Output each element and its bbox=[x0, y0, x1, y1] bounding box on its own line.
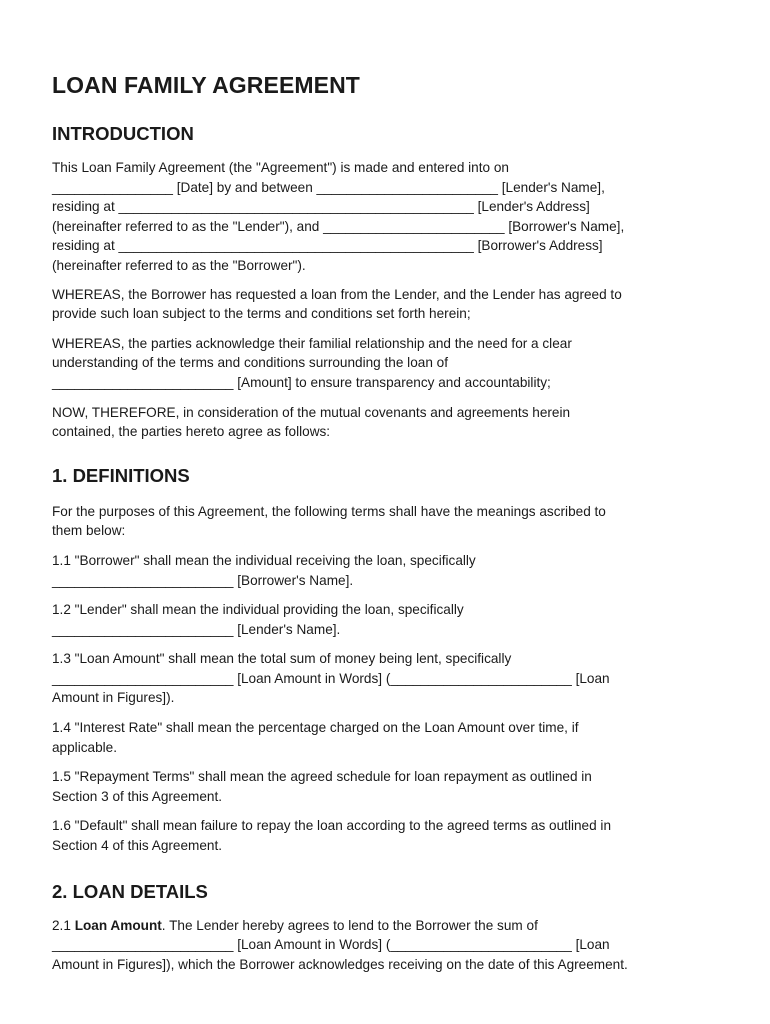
clause-bold-label: Loan Amount bbox=[74, 917, 162, 933]
whereas-paragraph-relationship: WHEREAS, the parties acknowledge their familial relationship and the need for a clear understanding of the terms and conditions surrounding the loan of ________________________ [Amount] to ensure transparency and accountability; bbox=[52, 335, 572, 390]
loan-amount-clause bbox=[52, 916, 722, 975]
definitions-intro: For the purposes of this Agreement, the following terms shall have the meanings ascribed to them below: bbox=[52, 503, 606, 539]
document-body bbox=[52, 70, 722, 984]
introduction-heading: INTRODUCTION bbox=[52, 123, 194, 144]
definition-lender: 1.2 "Lender" shall mean the individual providing the loan, specifically ________________________ [Lender's Name]. bbox=[52, 602, 464, 637]
definition-interest-rate: 1.4 "Interest Rate" shall mean the percentage charged on the Loan Amount over time, if applicable. bbox=[52, 720, 579, 755]
definition-loan-amount: 1.3 "Loan Amount" shall mean the total sum of money being lent, specifically ________________________ [Loan Amount in Words] (________________________ [Loan Amount in Figures]). bbox=[52, 651, 610, 706]
clause-number: 2.1 bbox=[52, 917, 75, 933]
clause-text: . The Lender hereby agrees to lend to the Borrower the sum of ________________________ [Loan Amount in Words] (________________________ [Loan Amount in Figures]), which the Borrower acknowledges receiving on the date of this Agreement. bbox=[52, 917, 628, 972]
whereas-paragraph-request: WHEREAS, the Borrower has requested a loan from the Lender, and the Lender has agreed to provide such loan subject to the terms and conditions set forth herein; bbox=[52, 286, 622, 322]
definition-default: 1.6 "Default" shall mean failure to repay the loan according to the agreed terms as outlined in Section 4 of this Agreement. bbox=[52, 818, 612, 854]
introduction-section bbox=[52, 122, 722, 442]
loan-details-section bbox=[52, 880, 722, 975]
document-title: LOAN FAMILY AGREEMENT bbox=[52, 72, 360, 98]
now-therefore-paragraph: NOW, THEREFORE, in consideration of the mutual covenants and agreements herein contained, the parties hereto agree as follows: bbox=[52, 404, 571, 440]
definitions-heading: 1. DEFINITIONS bbox=[52, 464, 190, 486]
definition-borrower: 1.1 "Borrower" shall mean the individual receiving the loan, specifically ________________________ [Borrower's Name]. bbox=[52, 552, 476, 588]
intro-paragraph-parties: This Loan Family Agreement (the "Agreement") is made and entered into on ________________ [Date] by and between ________________________ [Lender's Name], residing at _______________________________________________ [Lender's Address] (hereinafter referred to as the "Lender"), and ________________________ [Borrower's Name], residing at _______________________________________________ [Borrower's Address] (hereinafter referred to as the "Borrower"). bbox=[52, 160, 625, 273]
definitions-section bbox=[52, 464, 722, 856]
definition-repayment-terms: 1.5 "Repayment Terms" shall mean the agreed schedule for loan repayment as outlined in Section 3 of this Agreement. bbox=[52, 769, 592, 804]
loan-details-heading: 2. LOAN DETAILS bbox=[52, 880, 208, 902]
